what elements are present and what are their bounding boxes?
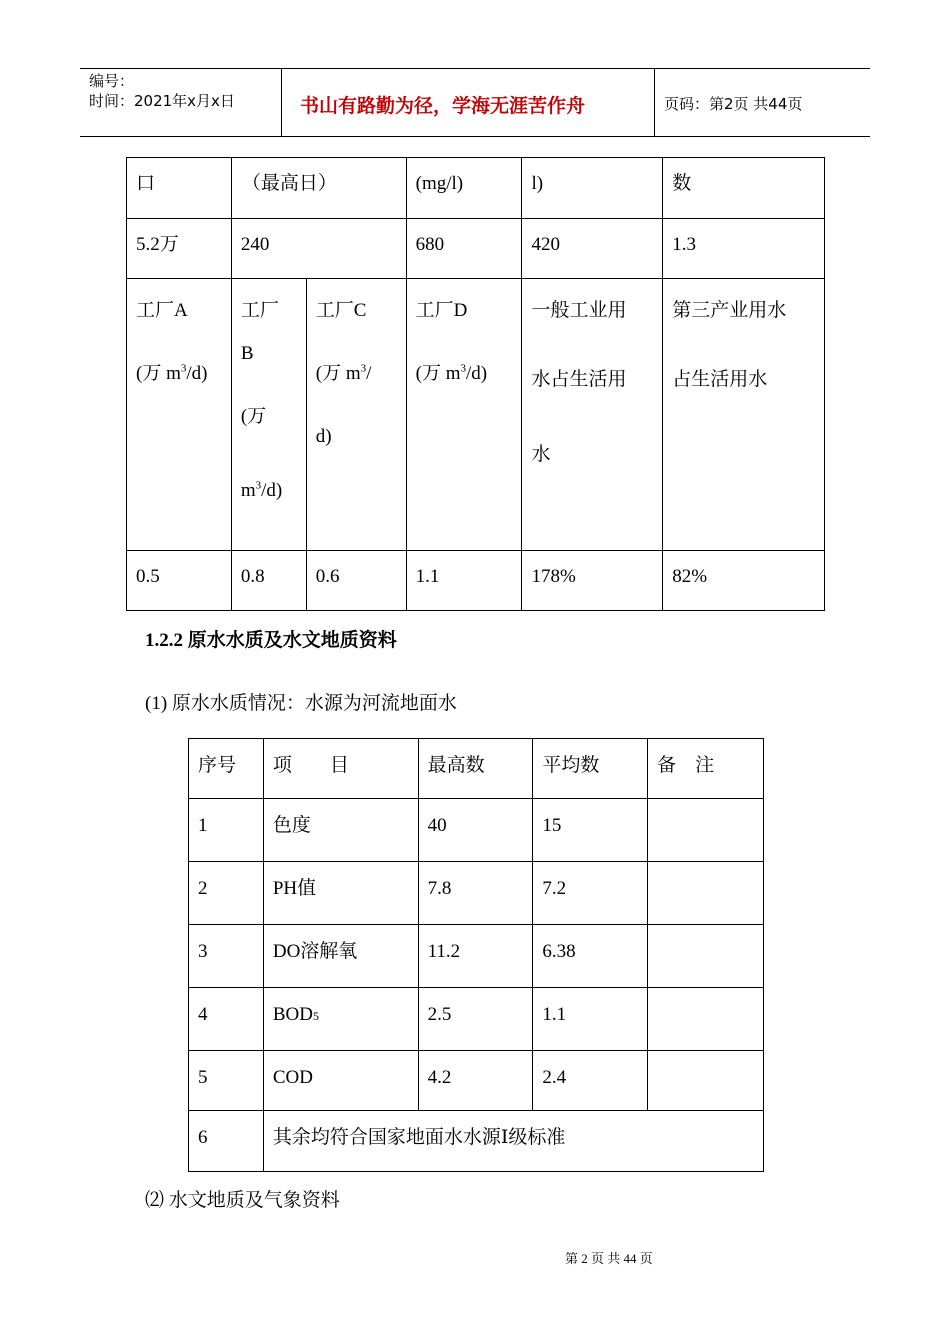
table-cell	[648, 925, 764, 988]
factory-d-cell	[406, 279, 522, 551]
superscript: 3	[255, 479, 262, 492]
cell-text: /	[366, 363, 372, 384]
column-header: 备 注	[648, 739, 764, 799]
header-divider	[654, 68, 655, 136]
cell-line: 第三产业用水	[672, 300, 787, 321]
cell-line: 工厂A	[136, 300, 188, 321]
factory-a-cell	[127, 279, 232, 551]
cell-text: BOD	[272, 1004, 313, 1025]
table-cell: DO溶解氧	[263, 925, 418, 988]
table-cell: （最高日）	[231, 158, 406, 219]
industrial-ratio-cell	[522, 279, 663, 551]
document-time-label: 时间：2021年x月x日	[89, 92, 235, 110]
table-row	[127, 219, 825, 279]
cell-text: (万 m	[136, 363, 181, 384]
column-header: 序号	[189, 739, 264, 799]
factory-b-cell	[231, 279, 306, 551]
table-cell: 口	[127, 158, 232, 219]
cell-line: 工厂	[240, 300, 279, 321]
column-header: 平均数	[533, 739, 648, 799]
water-quality-table	[188, 738, 764, 1172]
table-cell: 1.1	[533, 988, 648, 1051]
cell-line	[241, 480, 306, 502]
table-cell: 5.2万	[127, 219, 232, 279]
subscript: 5	[312, 1009, 319, 1023]
table-cell: 0.8	[231, 551, 306, 611]
cell-line: d)	[315, 426, 332, 447]
table-row	[189, 988, 764, 1051]
table-header-row	[189, 739, 764, 799]
cell-line	[416, 342, 522, 405]
factory-c-cell	[306, 279, 406, 551]
cell-line: 水	[531, 444, 551, 465]
table-cell: 4.2	[418, 1051, 533, 1111]
table-cell: 5	[189, 1051, 264, 1111]
header-motto: 书山有路勤为径，学海无涯苦作舟	[300, 95, 586, 117]
cell-text: (万 m	[315, 363, 361, 384]
subheading-raw-water: (1) 原水水质情况：水源为河流地面水	[145, 693, 457, 714]
table-cell: 3	[189, 925, 264, 988]
cell-text: /d)	[186, 363, 208, 384]
table-cell: 2	[189, 862, 264, 925]
table-cell: (mg/l)	[406, 158, 522, 219]
table-cell: 0.6	[306, 551, 406, 611]
cell-line: 一般工业用	[531, 300, 627, 321]
table-cell: 7.8	[418, 862, 533, 925]
table-cell: 240	[231, 219, 406, 279]
header-page-info: 页码：第2页 共44页	[664, 95, 803, 113]
cell-line: 占生活用水	[672, 369, 768, 390]
table-cell: 4	[189, 988, 264, 1051]
column-header: 项 目	[263, 739, 418, 799]
table-row	[127, 158, 825, 219]
table-cell: 1	[189, 799, 264, 862]
tertiary-ratio-cell	[663, 279, 825, 551]
table-cell: l)	[522, 158, 663, 219]
table-cell	[648, 988, 764, 1051]
table-cell: PH值	[263, 862, 418, 925]
table-cell: 40	[418, 799, 533, 862]
table-cell: 6	[189, 1111, 264, 1172]
table-cell: 420	[522, 219, 663, 279]
table-cell: 色度	[263, 799, 418, 862]
subheading-hydrogeology: ⑵ 水文地质及气象资料	[145, 1190, 340, 1211]
superscript: 3	[180, 362, 187, 375]
cell-line: 工厂C	[315, 300, 367, 321]
table-cell: 数	[663, 158, 825, 219]
cell-line: (万	[240, 406, 267, 427]
table-cell: 11.2	[418, 925, 533, 988]
superscript: 3	[360, 362, 367, 375]
table-row	[189, 1051, 764, 1111]
superscript: 3	[460, 362, 466, 375]
table-cell: COD	[263, 1051, 418, 1111]
header-divider	[281, 68, 282, 136]
table-cell: 178%	[522, 551, 663, 611]
cell-text: /d)	[261, 480, 283, 501]
cell-text: (万 m	[415, 363, 461, 384]
cell-line	[316, 342, 406, 405]
table-cell: 680	[406, 219, 522, 279]
table-cell: 82%	[663, 551, 825, 611]
table-cell: 2.4	[533, 1051, 648, 1111]
table-cell: 1.1	[406, 551, 522, 611]
table-row	[127, 551, 825, 611]
table-cell	[648, 862, 764, 925]
table-cell	[648, 799, 764, 862]
page-footer: 第 2 页 共 44 页	[565, 1251, 653, 1266]
cell-text: m	[240, 480, 256, 501]
cell-text: /d)	[465, 363, 488, 384]
header-top-rule	[80, 68, 870, 69]
table-row	[189, 1111, 764, 1172]
header-bottom-rule	[80, 136, 870, 137]
table-row	[189, 862, 764, 925]
table-cell	[648, 1051, 764, 1111]
water-demand-table	[126, 157, 825, 611]
section-heading: 1.2.2 原水水质及水文地质资料	[145, 630, 397, 651]
column-header: 最高数	[418, 739, 533, 799]
cell-line: 水占生活用	[531, 369, 627, 390]
table-cell	[263, 988, 418, 1051]
table-cell: 其余均符合国家地面水水源Ⅰ级标准	[263, 1111, 763, 1172]
table-row	[127, 279, 825, 551]
table-cell: 6.38	[533, 925, 648, 988]
table-row	[189, 799, 764, 862]
table-cell: 1.3	[663, 219, 825, 279]
table-row	[189, 925, 764, 988]
table-cell: 2.5	[418, 988, 533, 1051]
table-cell: 0.5	[127, 551, 232, 611]
table-cell: 15	[533, 799, 648, 862]
table-cell: 7.2	[533, 862, 648, 925]
cell-line: B	[240, 343, 254, 364]
cell-line	[136, 342, 231, 405]
cell-line: 工厂D	[415, 300, 468, 321]
document-number-label: 编号：	[89, 72, 135, 90]
